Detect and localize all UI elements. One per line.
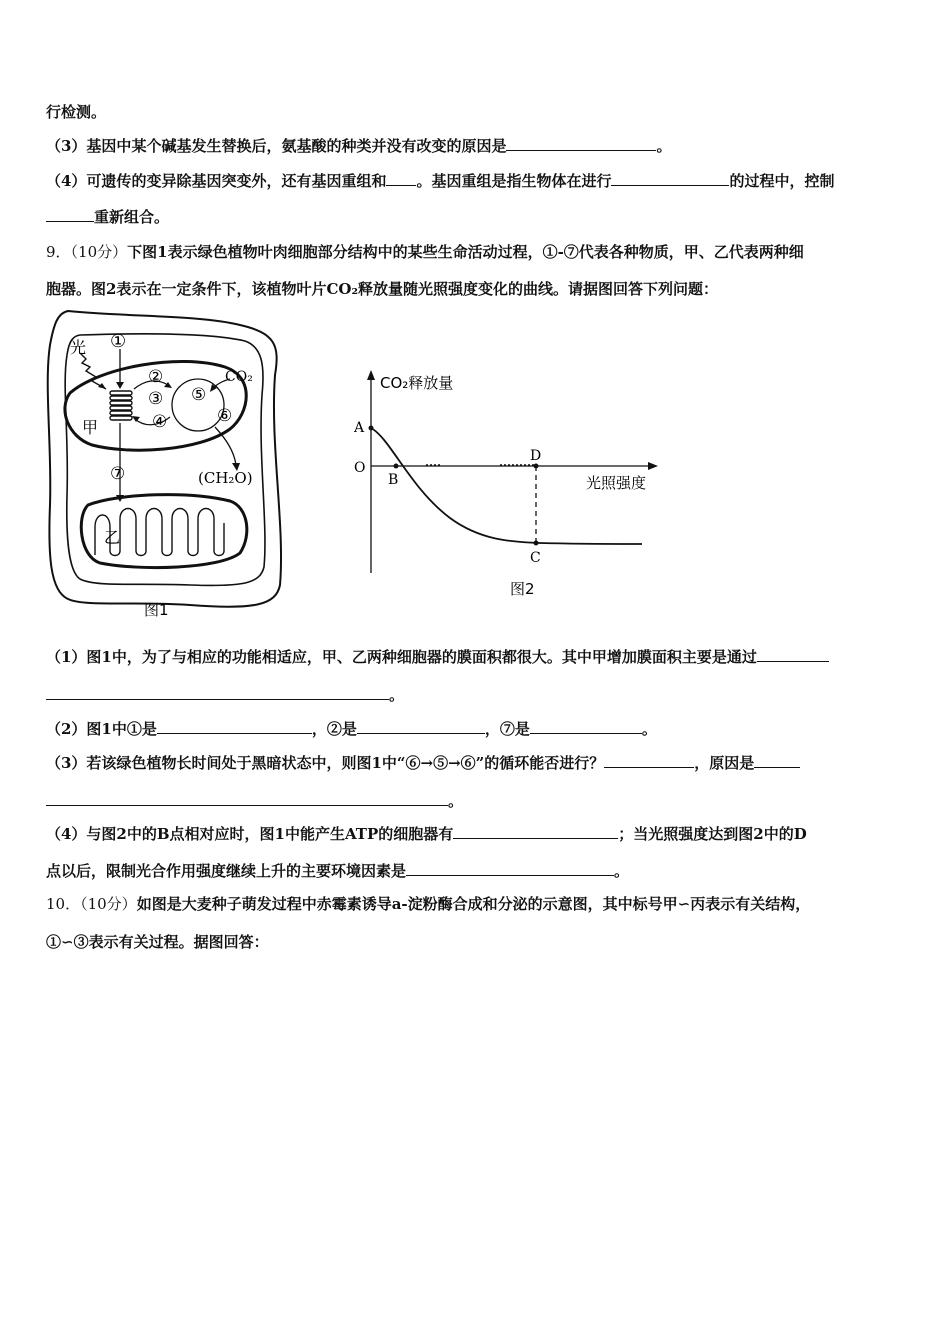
q9-intro-line2: 胞器。图2表示在一定条件下，该植物叶片CO₂释放量随光照强度变化的曲线。请据图回答下列问题： [46, 280, 719, 298]
figure-1-caption: 图1 [144, 601, 169, 619]
q8-part4: （4）可遗传的变异除基因突变外，还有基因重组和 。基因重组是指生物体在进行 的过程中，控制 [46, 172, 835, 190]
q9-part1: （1）图1中，为了与相应的功能相适应，甲、乙两种细胞器的膜面积都很大。其中甲增加膜面积主要是通过 [46, 646, 829, 667]
q9-part4-cont: 点以后，限制光合作用强度继续上升的主要环境因素是 。 [46, 862, 630, 880]
answer-blank[interactable] [604, 752, 694, 768]
organelle-yi-label: 乙 [104, 528, 121, 547]
answer-blank[interactable] [386, 170, 416, 186]
answer-blank[interactable] [530, 718, 642, 734]
label-3: ③ [148, 389, 164, 409]
point-d [534, 464, 539, 469]
label-d: D [530, 448, 542, 464]
q8-continuation: 行检测。 [46, 103, 107, 121]
figure-2-co2-release-chart [350, 368, 665, 600]
answer-blank[interactable] [46, 206, 94, 222]
grana-stack [110, 391, 132, 420]
organelle-jia-label: 甲 [82, 418, 99, 437]
answer-blank[interactable] [453, 823, 618, 839]
label-b: B [388, 472, 399, 488]
q9-part2: （2）图1中①是 ，②是 ，⑦是 。 [46, 720, 657, 738]
answer-blank[interactable] [357, 718, 485, 734]
answer-blank[interactable] [757, 646, 829, 662]
q10-intro-line1: 10．（10分）如图是大麦种子萌发过程中赤霉素诱导a-淀粉酶合成和分泌的示意图，其中标号甲∽丙表示有关结构， [46, 895, 811, 913]
answer-blank[interactable] [406, 860, 614, 876]
answer-blank[interactable] [611, 170, 729, 186]
label-5: ⑤ [191, 385, 207, 405]
figure-1-cell-diagram [40, 305, 300, 623]
label-o: O [354, 460, 366, 476]
label-4: ④ [152, 412, 168, 432]
label-c: C [530, 550, 541, 566]
ch2o-label: (CH₂O) [198, 469, 253, 487]
q9-part3-cont: 。 [46, 790, 463, 811]
q9-part3: （3）若该绿色植物长时间处于黑暗状态中，则图1中“⑥→⑤→⑥”的循环能否进行？ ，原因是 [46, 752, 800, 773]
q9-part1-cont: 。 [46, 684, 404, 705]
q9-part4: （4）与图2中的B点相对应时，图1中能产生ATP的细胞器有 ；当光照强度达到图2中的D [46, 825, 807, 843]
answer-blank[interactable] [157, 718, 312, 734]
y-axis-label: CO₂释放量 [380, 374, 454, 392]
answer-blank[interactable] [46, 790, 448, 806]
label-7: ⑦ [110, 464, 126, 484]
label-6: ⑥ [217, 406, 233, 426]
figure-2-caption: 图2 [510, 580, 535, 598]
point-b [394, 464, 399, 469]
label-a: A [354, 420, 365, 436]
q8-part3: （3）基因中某个碱基发生替换后，氨基酸的种类并没有改变的原因是 。 [46, 137, 672, 155]
q9-intro-line1: 9．（10分）下图1表示绿色植物叶肉细胞部分结构中的某些生命活动过程，①-⑦代表各种物质，甲、乙代表两种细 [46, 243, 804, 261]
answer-blank[interactable] [754, 752, 800, 768]
q10-intro-line2: ①∽③表示有关过程。据图回答： [46, 933, 269, 951]
light-label: 光 [70, 338, 87, 357]
co2-label: CO₂ [225, 369, 253, 385]
point-a [369, 426, 374, 431]
point-c [534, 541, 539, 546]
label-1: ① [110, 331, 127, 352]
x-axis-label: 光照强度 [586, 474, 647, 492]
answer-blank[interactable] [46, 684, 389, 700]
q8-part4-cont: 重新组合。 [46, 206, 169, 227]
label-2: ② [148, 367, 164, 387]
answer-blank[interactable] [506, 135, 656, 151]
